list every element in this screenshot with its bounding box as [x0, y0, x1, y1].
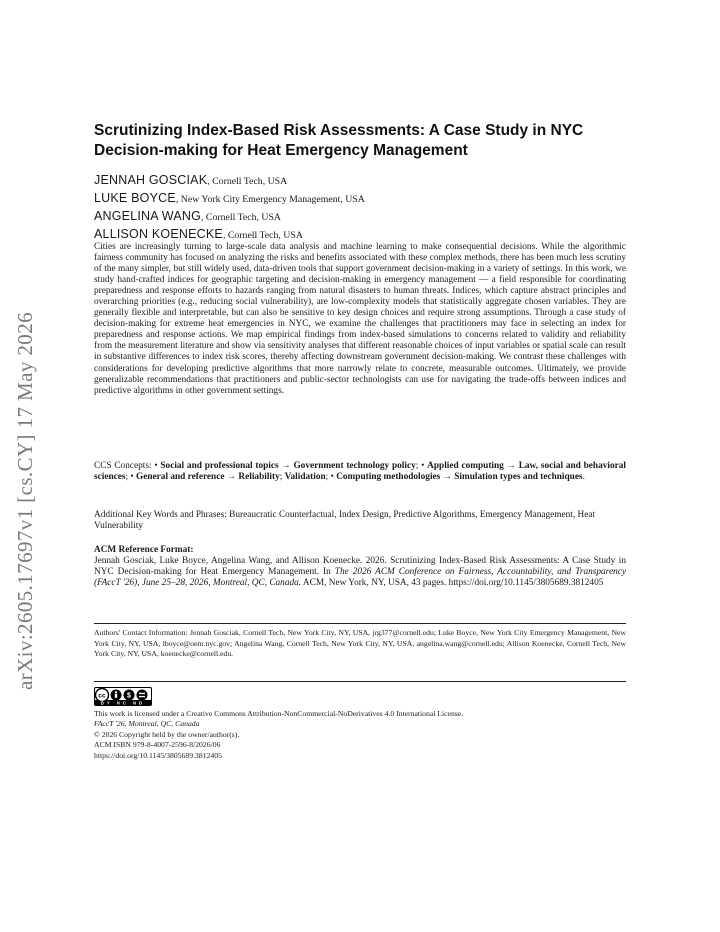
author-contact-info: Authors' Contact Information: Jennah Gosciak, Cornell Tech, New York City, NY, USA, jrg377@cornell.edu; Luke Boyce, New York City Emergency Management, New York City, NY, USA, lboyce@oem.nyc.gov; Angelina Wang, Cornell Tech, New York City, NY, USA, angelina.wang@cornell.edu; Allison Koenecke, Cornell Tech, New York City, NY, USA, koenecke@cornell.edu.: [94, 628, 626, 659]
author-affiliation: , Cornell Tech, USA: [222, 230, 303, 241]
creative-commons-badge: [94, 687, 152, 706]
ccs-item: • General and reference → Reliability;: [130, 472, 285, 483]
license-block: [94, 709, 626, 761]
author-affiliation: , Cornell Tech, USA: [201, 212, 281, 223]
doi-link[interactable]: https://doi.org/10.1145/3805689.3812405: [94, 750, 222, 760]
author-list: [94, 172, 626, 244]
abstract: Cities are increasingly turning to large-scale data analysis and machine learning to make consequential decisions. While the algorithmic fairness community has focused on analyzing the risks and benefits associated with these complex methods, there has been much less scrutiny of the many simpler, but still widely used, data-driven tools that support government decision-making in a variety of settings. In this work, we study hand-crafted indices for geographic targeting and decision-making in emergency management — a field responsible for coordinating preparedness and response efforts to hazards ranging from natural disasters to human threats. Indices, which capture abstract principles and overarching priorities (e.g., reducing social vulnerability), are low-complexity models that statistically aggregate chosen variables. They are generally flexible and interpretable, but can also be sensitive to key design choices and require strong assumptions. Through a case study of decision-making for extreme heat emergencies in NYC, we examine the challenges that practitioners may face in selecting an index for preparedness and response actions. We map empirical findings from index-based simulations to concerns related to validity and reliability from the measurement literature and show via sensitivity analyses that different reasonable choices of input variables or spatial scale can result in substantive differences to index risk scores, thereby affecting downstream government decision-making. We contrast these challenges with considerations for developing predictive algorithms that more narrowly relate to concrete, measurable outcomes. Ultimately, we provide generalizable recommendations that practitioners and public-sector technologists can use for navigating the trade-offs between indices and predictive algorithms in other government settings.: [94, 242, 626, 396]
ccs-item: Validation;: [284, 472, 331, 483]
svg-text:BY NC ND: BY NC ND: [100, 700, 146, 706]
author-affiliation: , New York City Emergency Management, USA: [175, 194, 365, 205]
reference-heading: ACM Reference Format:: [94, 545, 194, 555]
author-name: ALLISON KOENECKE: [94, 227, 223, 241]
conference-line: FAccT '26, Montreal, QC, Canada: [94, 719, 200, 729]
author-affiliation: , Cornell Tech, USA: [207, 176, 288, 187]
svg-text:cc: cc: [98, 692, 106, 700]
author-2: [94, 190, 626, 208]
isbn-line: ACM ISBN 979-8-4007-2596-8/2026/06: [94, 740, 221, 750]
author-name: JENNAH GOSCIAK: [94, 173, 208, 187]
ccs-item: • Applied computing → Law, social and behavioral sciences;: [94, 461, 626, 483]
author-name: LUKE BOYCE: [94, 191, 176, 205]
author-3: [94, 208, 626, 226]
ccs-concepts: [94, 461, 626, 483]
divider: [94, 623, 626, 624]
ccs-item: • Social and professional topics → Government technology policy;: [154, 461, 422, 471]
arxiv-identifier: arXiv:2605.17697v1 [cs.CY] 17 May 2026: [13, 312, 37, 690]
author-1: [94, 172, 626, 190]
copyright-line: © 2026 Copyright held by the owner/author(s).: [94, 729, 240, 739]
reference-body: Jennah Gosciak, Luke Boyce, Angelina Wang, and Allison Koenecke. 2026. Scrutinizing Index-Based Risk Assessments: A Case Study in NYC Decision-making for Heat Emergency Management. In The 2026 ACM Conference on Fairness, Accountability, and Transparency (FAccT '26), June 25–28, 2026, Montreal, QC, Canada. ACM, New York, NY, USA, 43 pages. https://doi.org/10.1145/3805689.3812405: [94, 556, 626, 589]
ccs-label: CCS Concepts:: [94, 461, 155, 471]
ccs-item: • Computing methodologies → Simulation types and techniques.: [330, 472, 585, 483]
divider: [94, 681, 626, 682]
acm-reference: [94, 545, 626, 589]
author-name: ANGELINA WANG: [94, 209, 202, 223]
keywords: Additional Key Words and Phrases: Bureaucratic Counterfactual, Index Design, Predictive Algorithms, Emergency Management, Heat Vulnerability: [94, 510, 596, 532]
paper-title: Scrutinizing Index-Based Risk Assessments: A Case Study in NYC Decision-making for Heat Emergency Management: [94, 122, 584, 159]
license-statement: This work is licensed under a Creative Commons Attribution-NonCommercial-NoDerivatives 4.0 International License.: [94, 709, 464, 718]
reference-venue: The 2026 ACM Conference on Fairness, Accountability, and Transparency (FAccT '26), June 25–28, 2026, Montreal, QC, Canada.: [94, 567, 626, 589]
noderivatives-icon: [137, 690, 148, 701]
svg-text:$: $: [127, 692, 131, 700]
